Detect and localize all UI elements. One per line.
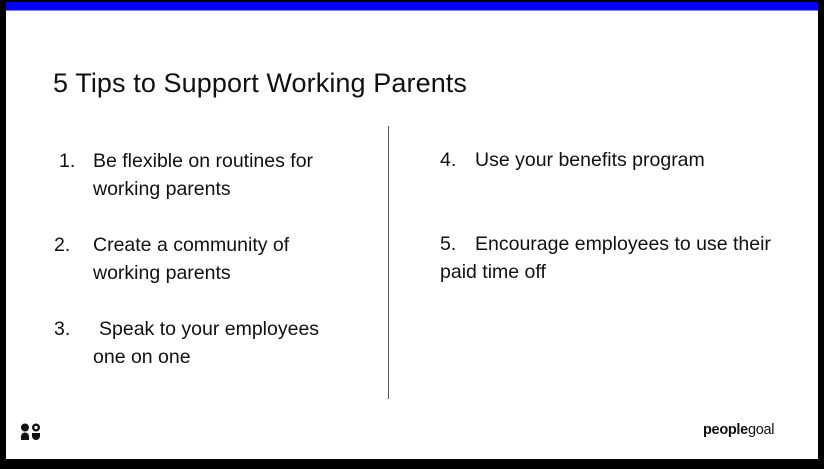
- tip-item: [54, 315, 364, 371]
- slide-title: 5 Tips to Support Working Parents: [53, 68, 468, 98]
- tip-text-line: Speak to your employees: [99, 318, 320, 340]
- tip-text: [54, 315, 364, 371]
- tip-item: [440, 146, 800, 174]
- tip-number: 4.: [440, 149, 457, 171]
- tip-text: Encourage employees to use their paid time off: [440, 233, 771, 283]
- column-divider: [388, 126, 389, 399]
- tip-text-line: working parents: [93, 262, 231, 284]
- tip-text: [54, 147, 364, 203]
- tip-number: 1.: [59, 150, 76, 172]
- tip-text: Use your benefits program: [475, 149, 705, 171]
- tip-item: [440, 230, 800, 286]
- tip-text-line: Be flexible on routines for: [93, 150, 314, 172]
- tip-text: [54, 231, 364, 287]
- tip-number: 2.: [54, 234, 71, 256]
- tip-number: 3.: [54, 318, 71, 340]
- brand-bold: people: [703, 422, 748, 438]
- tip-item: [54, 231, 364, 287]
- tip-number: 5.: [440, 233, 457, 255]
- brand-light: goal: [747, 422, 775, 438]
- accent-bar: [6, 2, 818, 11]
- slide: [6, 2, 818, 459]
- tip-text-line: working parents: [93, 178, 231, 200]
- tip-text-line: Create a community of: [93, 234, 290, 256]
- brand-wordmark: [703, 422, 774, 438]
- tip-text-line: one on one: [93, 346, 191, 368]
- tip-item: [54, 147, 364, 203]
- peoplegoal-mark-icon: [20, 423, 42, 441]
